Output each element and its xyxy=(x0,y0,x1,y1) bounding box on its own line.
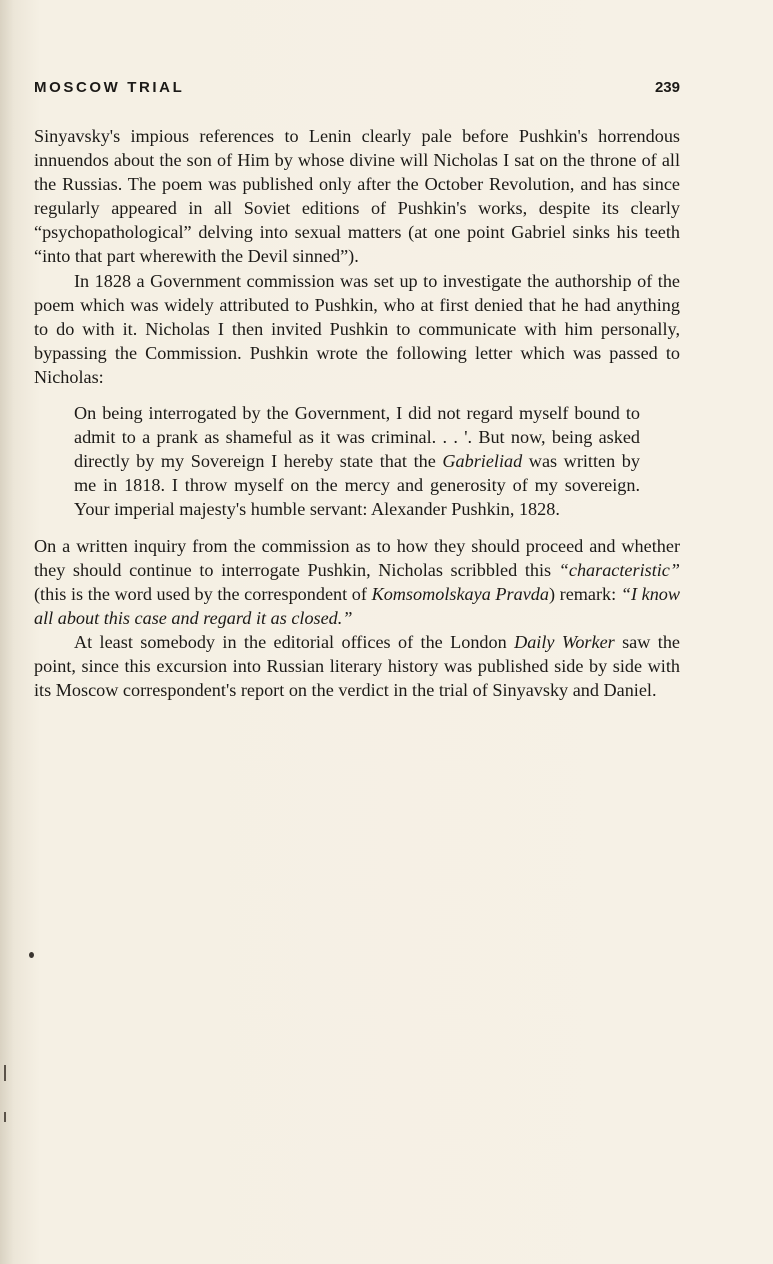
running-head: MOSCOW TRIAL xyxy=(34,79,185,96)
edge-mark xyxy=(4,1065,6,1081)
paragraph-1: Sinyavsky's impious references to Lenin clearly pale before Pushkin's horrendous innuendos about the son of Him by whose divine will Nicholas I sat on the throne of all the Russias. The poem was published only after the October Revolution, and has since regularly appeared in all Soviet editions of Pushkin's works, despite its clearly “psychopathological” delving into sexual matters (at one point Gabriel sinks his teeth “into that part wherewith the Devil sinned”). xyxy=(34,126,680,267)
page-number: 239 xyxy=(654,79,680,96)
p3-text-3: ) remark: xyxy=(548,583,621,604)
edge-mark xyxy=(4,1112,6,1122)
p3-text-2: (this is the word used by the correspondent of xyxy=(34,583,372,604)
p4-text-1: At least somebody in the editorial offices of the London xyxy=(74,631,515,652)
p3-text-1: On a written inquiry from the commission as to how they should proceed and whether they should continue to interrogate Pushkin, Nicholas scribbled this xyxy=(34,535,680,580)
paragraph-3 xyxy=(34,534,680,630)
block-quote xyxy=(74,401,640,521)
page-header xyxy=(34,79,680,103)
margin-dot xyxy=(29,952,34,958)
p3-italic-1: “characteristic” xyxy=(558,559,680,580)
p3-italic-3: “I know all about this case and regard it as closed.” xyxy=(34,583,681,628)
quote-italic-title: Gabrieliad xyxy=(442,451,523,472)
p3-italic-2: Komsomolskaya Pravda xyxy=(371,583,549,604)
p4-text-2: saw the point, since this excursion into Russian literary history was published side by side with its Moscow correspondent's report on the verdict in the trial of Sinyavsky and Daniel. xyxy=(34,631,680,701)
quote-text-2: was written by me in 1818. I throw myself on the mercy and generosity of my sovereign. Your imperial majesty's humble servant: Alexander Pushkin, 1828. xyxy=(74,451,640,520)
quote-text-1: On being interrogated by the Government, I did not regard myself bound to admit to a prank as shameful as it was criminal. . . '. But now, being asked directly by my Sovereign I hereby state that the xyxy=(74,403,640,472)
body-text xyxy=(34,124,680,702)
paragraph-2: In 1828 a Government commission was set up to investigate the authorship of the poem which was widely attributed to Pushkin, who at first denied that he had anything to do with it. Nicholas I then invited Pushkin to communicate with him personally, bypassing the Commission. Pushkin wrote the following letter which was passed to Nicholas: xyxy=(34,270,680,387)
p4-italic: Daily Worker xyxy=(514,631,615,652)
paragraph-4 xyxy=(34,630,680,702)
